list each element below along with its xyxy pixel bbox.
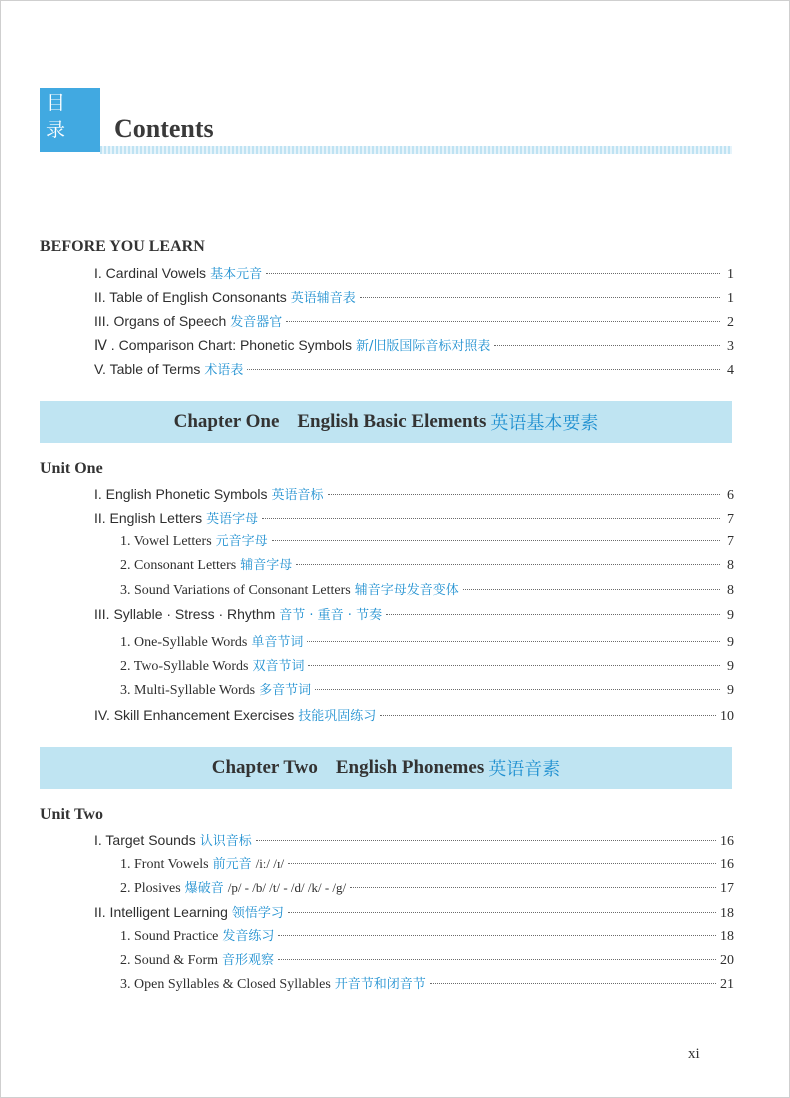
toc-entry-en: 2. Two-Syllable Words — [120, 659, 249, 674]
toc-entry-cn: 音形观察 — [222, 953, 275, 968]
toc-entry-cn: 英语字母 — [206, 512, 259, 527]
toc-entry-cn: 英语辅音表 — [290, 291, 356, 306]
chapter-one-band[interactable] — [40, 401, 732, 443]
toc-row[interactable] — [120, 853, 734, 875]
toc-entry-cn: 技能巩固练习 — [298, 709, 377, 724]
toc-page: 2 — [727, 315, 734, 330]
toc-entry-en: III. Syllable · Stress · Rhythm — [94, 606, 276, 622]
toc-row[interactable] — [120, 531, 734, 553]
toc-entry-cn: 术语表 — [204, 363, 244, 378]
toc-row[interactable] — [94, 262, 734, 284]
header-cn-title: 目 录 — [46, 92, 72, 141]
toc-entry-en: Ⅳ . Comparison Chart: Phonetic Symbols — [94, 337, 353, 353]
toc-entry-cn: 发音练习 — [222, 929, 275, 944]
toc-row[interactable] — [94, 334, 734, 356]
toc-page: 21 — [720, 977, 734, 992]
toc-page: 3 — [727, 339, 734, 354]
toc-row[interactable] — [120, 580, 734, 602]
toc-entry-en: 1. Sound Practice — [120, 929, 219, 944]
chapter-cn: 英语音素 — [488, 759, 561, 780]
toc-entry-en: I. Cardinal Vowels — [94, 265, 207, 281]
toc-page: 17 — [720, 881, 734, 896]
toc-page: 1 — [727, 267, 734, 282]
chapter-subtitle: English Phonemes — [335, 757, 485, 778]
toc-row[interactable] — [120, 877, 734, 899]
chapter-title: Chapter One — [173, 411, 280, 432]
leader-dots — [262, 518, 720, 519]
toc-page: 9 — [727, 683, 734, 698]
chapter-subtitle: English Basic Elements — [297, 411, 487, 432]
toc-row[interactable] — [94, 483, 734, 505]
toc-page: 7 — [727, 512, 734, 527]
toc-row[interactable] — [94, 310, 734, 332]
leader-dots — [328, 494, 720, 495]
toc-entry-cn: 发音器官 — [230, 315, 283, 330]
before-heading: BEFORE YOU LEARN — [40, 238, 205, 255]
toc-page: 9 — [727, 635, 734, 650]
toc-entry-en: 1. Vowel Letters — [120, 534, 212, 549]
leader-dots — [286, 321, 720, 322]
toc-page: 7 — [727, 534, 734, 549]
toc-entry-cn: 双音节词 — [252, 659, 305, 674]
toc-page: 16 — [720, 834, 734, 849]
toc-page: 8 — [727, 558, 734, 573]
toc-entry-cn: 基本元音 — [210, 267, 263, 282]
toc-entry-cn: 多音节词 — [259, 683, 312, 698]
toc-page: 18 — [720, 929, 734, 944]
header-stripe — [100, 146, 732, 154]
chapter-title: Chapter Two — [211, 757, 318, 778]
toc-page: 10 — [720, 709, 734, 724]
toc-page: 9 — [727, 659, 734, 674]
toc-entry-cn: 英语音标 — [271, 488, 324, 503]
toc-entry-cn: 辅音字母发音变体 — [354, 583, 459, 598]
toc-row[interactable] — [94, 704, 734, 726]
toc-entry-en: II. Intelligent Learning — [94, 904, 228, 920]
leader-dots — [307, 641, 720, 642]
toc-row[interactable] — [120, 656, 734, 678]
chapter-two-band[interactable] — [40, 747, 732, 789]
toc-entry-en: 2. Sound & Form — [120, 953, 219, 968]
leader-dots — [278, 935, 716, 936]
toc-page: 18 — [720, 906, 734, 921]
toc-row[interactable] — [120, 950, 734, 972]
toc-entry-cn: 领悟学习 — [231, 906, 284, 921]
leader-dots — [494, 345, 720, 346]
toc-entry-en: 1. Front Vowels — [120, 857, 209, 872]
toc-row[interactable] — [94, 358, 734, 380]
toc-page: 6 — [727, 488, 734, 503]
leader-dots — [256, 840, 716, 841]
toc-entry-en: II. Table of English Consonants — [94, 289, 287, 305]
toc-page: 4 — [727, 363, 734, 378]
toc-row[interactable] — [120, 926, 734, 948]
toc-entry-cn: 前元音 — [212, 857, 252, 872]
toc-entry-phonetic: /iː/ /ɪ/ — [255, 856, 285, 871]
toc-row[interactable] — [120, 974, 734, 996]
toc-page: 9 — [727, 608, 734, 623]
toc-row[interactable] — [94, 286, 734, 308]
toc-entry-en: 2. Plosives — [120, 881, 181, 896]
toc-entry-cn: 辅音字母 — [240, 558, 293, 573]
leader-dots — [288, 863, 716, 864]
toc-entry-en: II. English Letters — [94, 510, 203, 526]
unit-one-heading: Unit One — [40, 460, 103, 477]
leader-dots — [430, 983, 716, 984]
toc-page: 16 — [720, 857, 734, 872]
unit-two-heading: Unit Two — [40, 806, 103, 823]
toc-entry-en: 2. Consonant Letters — [120, 558, 237, 573]
leader-dots — [360, 297, 720, 298]
leader-dots — [272, 540, 720, 541]
toc-entry-cn: 单音节词 — [251, 635, 304, 650]
toc-row[interactable] — [120, 555, 734, 577]
toc-entry-cn: 开音节和闭音节 — [334, 977, 426, 992]
leader-dots — [315, 689, 720, 690]
toc-row[interactable] — [94, 603, 734, 625]
leader-dots — [247, 369, 720, 370]
toc-entry-en: 3. Multi-Syllable Words — [120, 683, 256, 698]
leader-dots — [296, 564, 720, 565]
toc-row[interactable] — [120, 680, 734, 702]
toc-row[interactable] — [94, 829, 734, 851]
leader-dots — [350, 887, 716, 888]
toc-page: 20 — [720, 953, 734, 968]
page-number: xi — [688, 1046, 700, 1062]
toc-entry-en: I. Target Sounds — [94, 832, 196, 848]
toc-entry-cn: 音节 · 重音 · 节奏 — [279, 608, 383, 623]
leader-dots — [266, 273, 720, 274]
toc-page: 1 — [727, 291, 734, 306]
toc-entry-cn: 新/旧版国际音标对照表 — [356, 339, 491, 354]
toc-row[interactable] — [94, 507, 734, 529]
toc-entry-cn: 认识音标 — [199, 834, 252, 849]
toc-page: 8 — [727, 583, 734, 598]
toc-entry-en: I. English Phonetic Symbols — [94, 486, 268, 502]
toc-entry-en: 3. Open Syllables & Closed Syllables — [120, 977, 331, 992]
toc-entry-cn: 元音字母 — [215, 534, 268, 549]
leader-dots — [463, 589, 720, 590]
leader-dots — [278, 959, 716, 960]
toc-entry-en: IV. Skill Enhancement Exercises — [94, 707, 295, 723]
toc-entry-phonetic: /p/ - /b/ /t/ - /d/ /k/ - /g/ — [227, 880, 347, 895]
toc-row[interactable] — [94, 901, 734, 923]
toc-entry-en: 3. Sound Variations of Consonant Letters — [120, 583, 351, 598]
toc-entry-en: V. Table of Terms — [94, 361, 201, 377]
chapter-cn: 英语基本要素 — [490, 413, 599, 434]
toc-entry-cn: 爆破音 — [184, 881, 224, 896]
leader-dots — [380, 715, 716, 716]
header-cn-box — [40, 88, 100, 152]
leader-dots — [386, 614, 720, 615]
toc-entry-en: III. Organs of Speech — [94, 313, 227, 329]
leader-dots — [288, 912, 716, 913]
leader-dots — [308, 665, 720, 666]
toc-entry-en: 1. One-Syllable Words — [120, 635, 248, 650]
page-title: Contents — [114, 114, 214, 143]
toc-row[interactable] — [120, 632, 734, 654]
